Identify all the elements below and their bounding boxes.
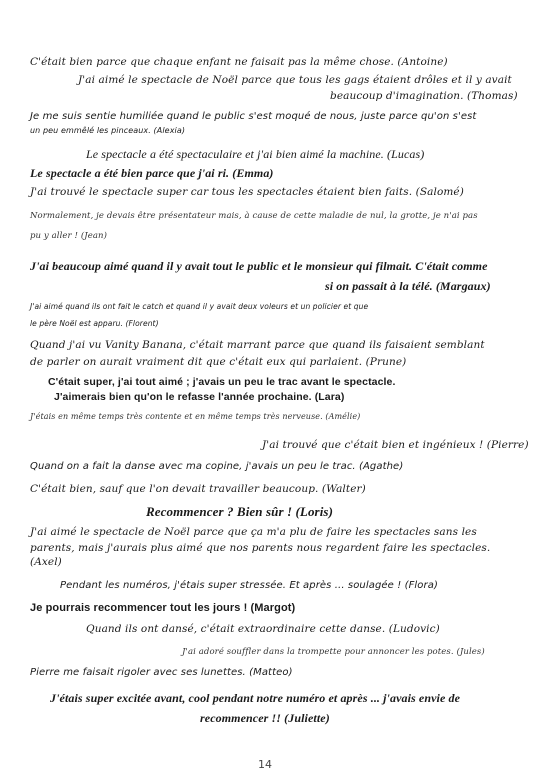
- comment-pierre: J'ai trouvé que c'était bien et ingénieux ! (Pierre): [262, 439, 529, 451]
- comment-agathe: Quand on a fait la danse avec ma copine, j'avais un peu le trac. (Agathe): [30, 461, 404, 472]
- comment-antoine: C'était bien parce que chaque enfant ne faisait pas la même chose. (Antoine): [30, 56, 448, 68]
- comment-thomas-line2: beaucoup d'imagination. (Thomas): [330, 90, 518, 102]
- comment-flora: Pendant les numéros, j'étais super stressée. Et après ... soulagée ! (Flora): [60, 580, 438, 591]
- comment-margaux-line1: J'ai beaucoup aimé quand il y avait tout le public et le monsieur qui filmait. C'était comme: [30, 259, 488, 273]
- comment-emma: Le spectacle a été bien parce que j'ai ri. (Emma): [30, 166, 274, 180]
- comment-thomas-line1: J'ai aimé le spectacle de Noël parce que tous les gags étaient drôles et il y avait: [78, 74, 512, 86]
- comment-axel-line1: J'ai aimé le spectacle de Noël parce que ça m'a plu de faire les spectacles sans les: [30, 526, 477, 538]
- comment-margot: Je pourrais recommencer tout les jours ! (Margot): [30, 602, 296, 614]
- comment-matteo: Pierre me faisait rigoler avec ses lunettes. (Matteo): [30, 667, 293, 678]
- comment-salome: J'ai trouvé le spectacle super car tous les spectacles étaient bien faits. (Salomé): [30, 186, 464, 198]
- comment-axel-line2: parents, mais j'aurais plus aimé que nos parents nous regardent faire les spectacles.: [30, 542, 491, 554]
- comment-walter: C'était bien, sauf que l'on devait travailler beaucoup. (Walter): [30, 483, 366, 495]
- comment-florent-line2: le père Noël est apparu. (Florent): [30, 319, 159, 328]
- comment-juliette-line1: J'étais super excitée avant, cool pendant notre numéro et après ... j'avais envie de: [50, 691, 461, 705]
- comment-margaux-line2: si on passait à la télé. (Margaux): [325, 279, 491, 293]
- comment-jean-line2: pu y aller ! (Jean): [30, 231, 108, 241]
- comment-alexia-line1: Je me suis sentie humiliée quand le public s'est moqué de nous, juste parce qu'on s'est: [30, 111, 477, 122]
- comment-prune-line2: de parler on aurait vraiment dit que c'était eux qui parlaient. (Prune): [30, 356, 407, 368]
- comment-lara-line1: C'était super, j'ai tout aimé ; j'avais un peu le trac avant le spectacle.: [48, 376, 396, 388]
- comment-loris: Recommencer ? Bien sûr ! (Loris): [146, 504, 334, 519]
- comment-lara-line2: J'aimerais bien qu'on le refasse l'année prochaine. (Lara): [54, 391, 345, 403]
- comment-amelie: J'étais en même temps très contente et en même temps très nerveuse. (Amélie): [30, 412, 361, 421]
- comment-alexia-line2: un peu emmêlé les pinceaux. (Alexia): [30, 126, 186, 135]
- comment-juliette-line2: recommencer !! (Juliette): [200, 711, 330, 725]
- comment-jean-line1: Normalement, je devais être présentateur mais, à cause de cette maladie de nul, la grotte, je n'ai pas: [30, 211, 478, 221]
- comment-florent-line1: J'ai aimé quand ils ont fait le catch et quand il y avait deux voleurs et un policier et que: [30, 302, 369, 311]
- comment-prune-line1: Quand j'ai vu Vanity Banana, c'était marrant parce que quand ils faisaient semblant: [30, 339, 485, 351]
- comment-axel-line3: (Axel): [30, 556, 62, 568]
- comment-jules: J'ai adoré souffler dans la trompette pour annoncer les potes. (Jules): [182, 647, 485, 657]
- page-number: 14: [258, 758, 272, 771]
- comment-lucas: Le spectacle a été spectaculaire et j'ai bien aimé la machine. (Lucas): [86, 147, 425, 161]
- comment-ludovic: Quand ils ont dansé, c'était extraordinaire cette danse. (Ludovic): [86, 623, 440, 635]
